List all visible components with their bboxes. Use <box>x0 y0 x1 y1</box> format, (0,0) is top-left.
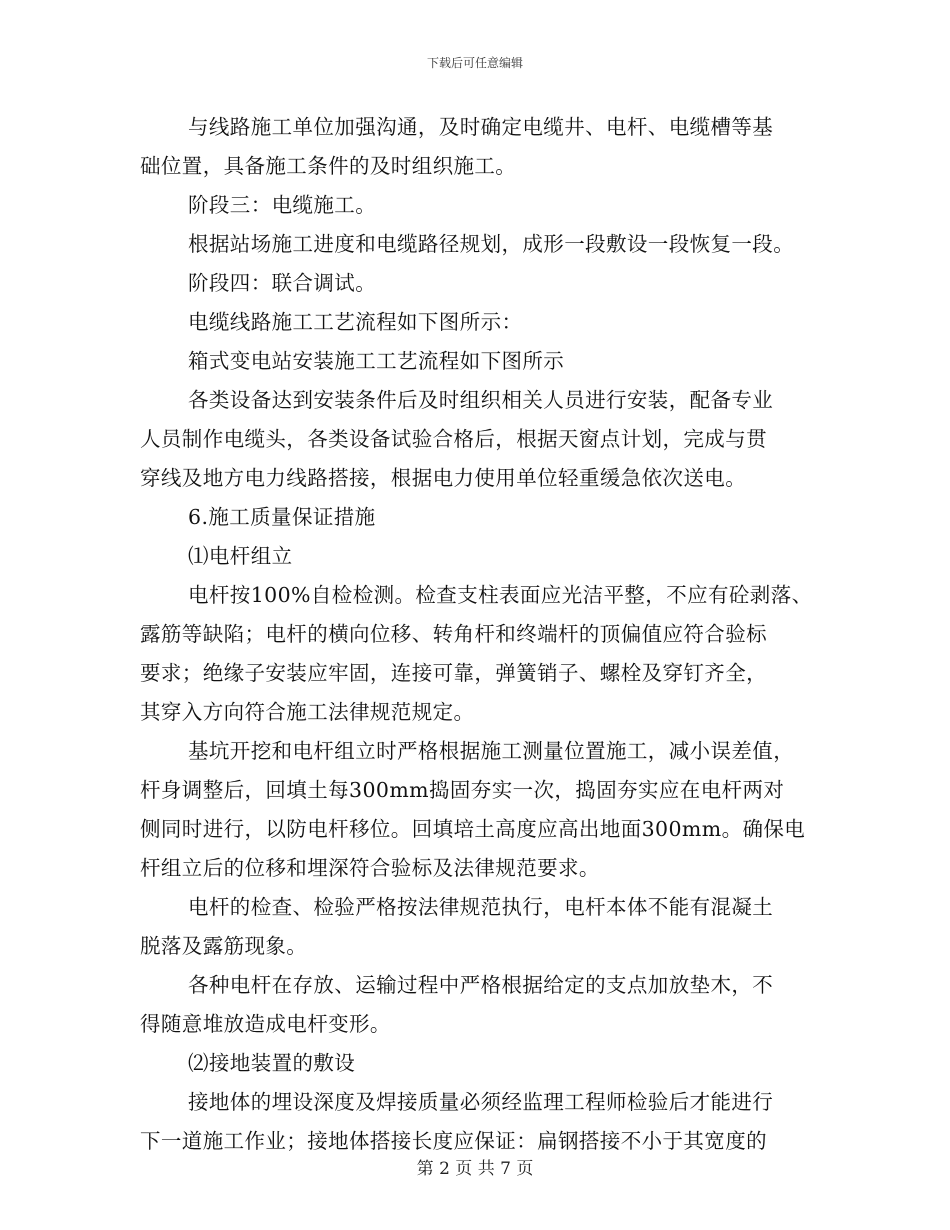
text-line: 人员制作电缆头，各类设备试验合格后，根据天窗点计划，完成与贯 <box>140 427 767 451</box>
text-line: 阶段四：联合调试。 <box>188 271 377 295</box>
document-body <box>140 108 820 1161</box>
text-line: 各种电杆在存放、运输过程中严格根据给定的支点加放垫木，不 <box>188 973 774 997</box>
page-footer: 第 2 页 共 7 页 <box>416 1159 534 1179</box>
page-header: 下载后可任意编辑 <box>426 56 523 70</box>
text-line: 杆身调整后，回填土每300mm捣固夯实一次，捣固夯实应在电杆两对 <box>140 778 785 802</box>
text-line: 各类设备达到安装条件后及时组织相关人员进行安装，配备专业 <box>188 388 774 412</box>
text-line: 侧同时进行，以防电杆移位。回填培土高度应高出地面300mm。确保电 <box>140 817 806 841</box>
text-line: 脱落及露筋现象。 <box>140 934 308 958</box>
text-line: 要求；绝缘子安装应牢固，连接可靠，弹簧销子、螺栓及穿钉齐全， <box>140 661 767 685</box>
text-line: 露筋等缺陷；电杆的横向位移、转角杆和终端杆的顶偏值应符合验标 <box>140 622 767 646</box>
text-line: 穿线及地方电力线路搭接，根据电力使用单位轻重缓急依次送电。 <box>140 466 747 490</box>
text-line: 基坑开挖和电杆组立时严格根据施工测量位置施工，减小误差值， <box>188 739 795 763</box>
text-line: 得随意堆放造成电杆变形。 <box>140 1012 391 1036</box>
text-line: 接地体的埋设深度及焊接质量必须经监理工程师检验后才能进行 <box>188 1090 774 1114</box>
text-line: 下一道施工作业；接地体搭接长度应保证：扁钢搭接不小于其宽度的 <box>140 1129 767 1153</box>
text-line: 电杆按100%自检检测。检查支柱表面应光洁平整，不应有砼剥落、 <box>188 583 813 607</box>
text-line: 阶段三：电缆施工。 <box>188 193 377 217</box>
text-line: 础位置，具备施工条件的及时组织施工。 <box>140 154 517 178</box>
text-line: 与线路施工单位加强沟通，及时确定电缆井、电杆、电缆槽等基 <box>188 115 774 139</box>
text-line: ⑴电杆组立 <box>188 544 293 568</box>
text-line: 根据站场施工进度和电缆路径规划，成形一段敷设一段恢复一段。 <box>188 232 795 256</box>
text-line: 6.施工质量保证措施 <box>188 505 376 529</box>
text-line: 电缆线路施工工艺流程如下图所示： <box>188 310 523 334</box>
text-line: 其穿入方向符合施工法律规范规定。 <box>140 700 475 724</box>
text-line: 杆组立后的位移和埋深符合验标及法律规范要求。 <box>140 856 600 880</box>
text-line: ⑵接地装置的敷设 <box>188 1051 356 1075</box>
text-line: 箱式变电站安装施工工艺流程如下图所示 <box>188 349 565 373</box>
text-line: 电杆的检查、检验严格按法律规范执行，电杆本体不能有混凝土 <box>188 895 774 919</box>
